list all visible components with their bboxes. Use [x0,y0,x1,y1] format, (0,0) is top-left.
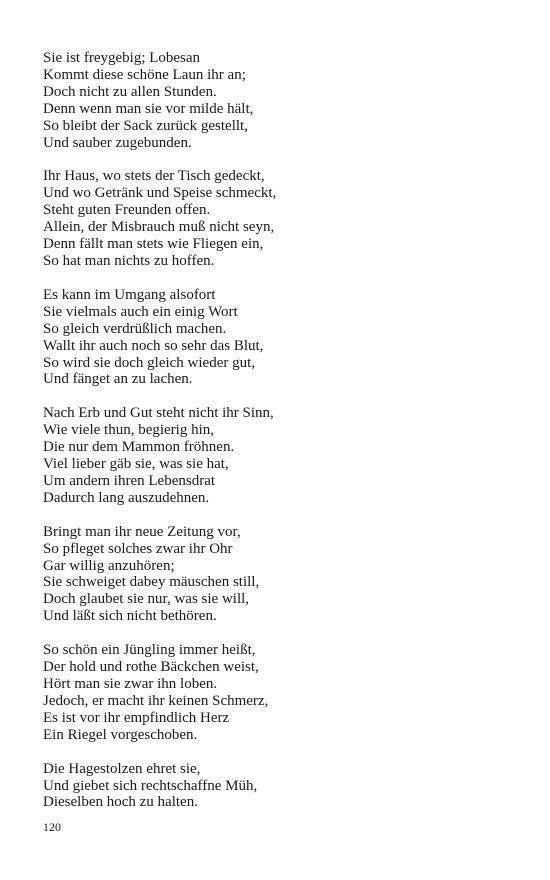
stanza-2 [43,168,523,269]
poem-line: Viel lieber gäb sie, was sie hat, [43,456,229,473]
poem-line: Die Hagestolzen ehret sie, [43,760,201,777]
poem-line: Und läßt sich nicht bethören. [43,608,217,625]
poem-line: Wie viele thun, begierig hin, [43,422,215,439]
poem-line: Doch nicht zu allen Stunden. [43,83,217,100]
poem-line: Sie ist freygebig; Lobesan [43,50,201,66]
stanza-7 [43,761,523,812]
poem-line: Es kann im Umgang alsofort [43,286,216,303]
poem-line: So hat man nichts zu hoffen. [43,252,215,269]
stanza-6 [43,642,523,743]
poem-line: Ihr Haus, wo stets der Tisch gedeckt, [43,168,265,185]
stanza-1 [43,50,523,151]
stanza-3 [43,287,523,388]
poem-line: Dadurch lang auszudehnen. [43,489,210,506]
poem-line: Wallt ihr auch noch so sehr das Blut, [43,337,264,354]
poem-line: Dieselben hoch zu halten. [43,794,198,811]
poem-line: Sie vielmals auch ein einig Wort [43,303,238,320]
poem-line: Denn fällt man stets wie Fliegen ein, [43,236,264,253]
poem-line: Hört man sie zwar ihn loben. [43,676,218,692]
poem-line: Gar willig anzuhören; [43,557,175,574]
poem-line: Sie schweiget dabey mäuschen still, [43,574,260,591]
poem-line: Die nur dem Mammon fröhnen. [43,439,235,456]
poem-body [43,50,523,828]
poem-line: Ein Riegel vorgeschoben. [43,726,198,743]
poem-line: Und fänget an zu lachen. [43,371,193,388]
poem-line: So gleich verdrüßlich machen. [43,320,227,337]
poem-line: Und wo Getränk und Speise schmeckt, [43,185,277,202]
poem-line: Und sauber zugebunden. [43,134,192,151]
page-number: 120 [43,820,61,834]
stanza-5 [43,524,523,625]
poem-line: Der hold und rothe Bäckchen weist, [43,659,259,676]
poem-line: Nach Erb und Gut steht nicht ihr Sinn, [43,405,274,422]
poem-line: Jedoch, er macht ihr keinen Schmerz, [43,692,269,709]
poem-line: Bringt man ihr neue Zeitung vor, [43,523,241,540]
poem-line: Kommt diese schöne Laun ihr an; [43,66,246,83]
stanza-4 [43,405,523,506]
poem-line: Um andern ihren Lebensdrat [43,472,216,489]
poem-line: So bleibt der Sack zurück gestellt, [43,117,248,134]
poem-line: Und giebet sich rechtschaffne Müh, [43,777,258,794]
poem-line: Denn wenn man sie vor milde hält, [43,100,254,117]
poem-line: So wird sie doch gleich wieder gut, [43,354,256,371]
poem-line: So pfleget solches zwar ihr Ohr [43,540,233,557]
poem-line: Doch glaubet sie nur, was sie will, [43,591,250,608]
poem-line: Steht guten Freunden offen. [43,202,211,219]
poem-line: Es ist vor ihr empfindlich Herz [43,709,230,726]
poem-line: Allein, der Misbrauch muß nicht seyn, [43,219,275,236]
poem-line: So schön ein Jüngling immer heißt, [43,642,256,659]
